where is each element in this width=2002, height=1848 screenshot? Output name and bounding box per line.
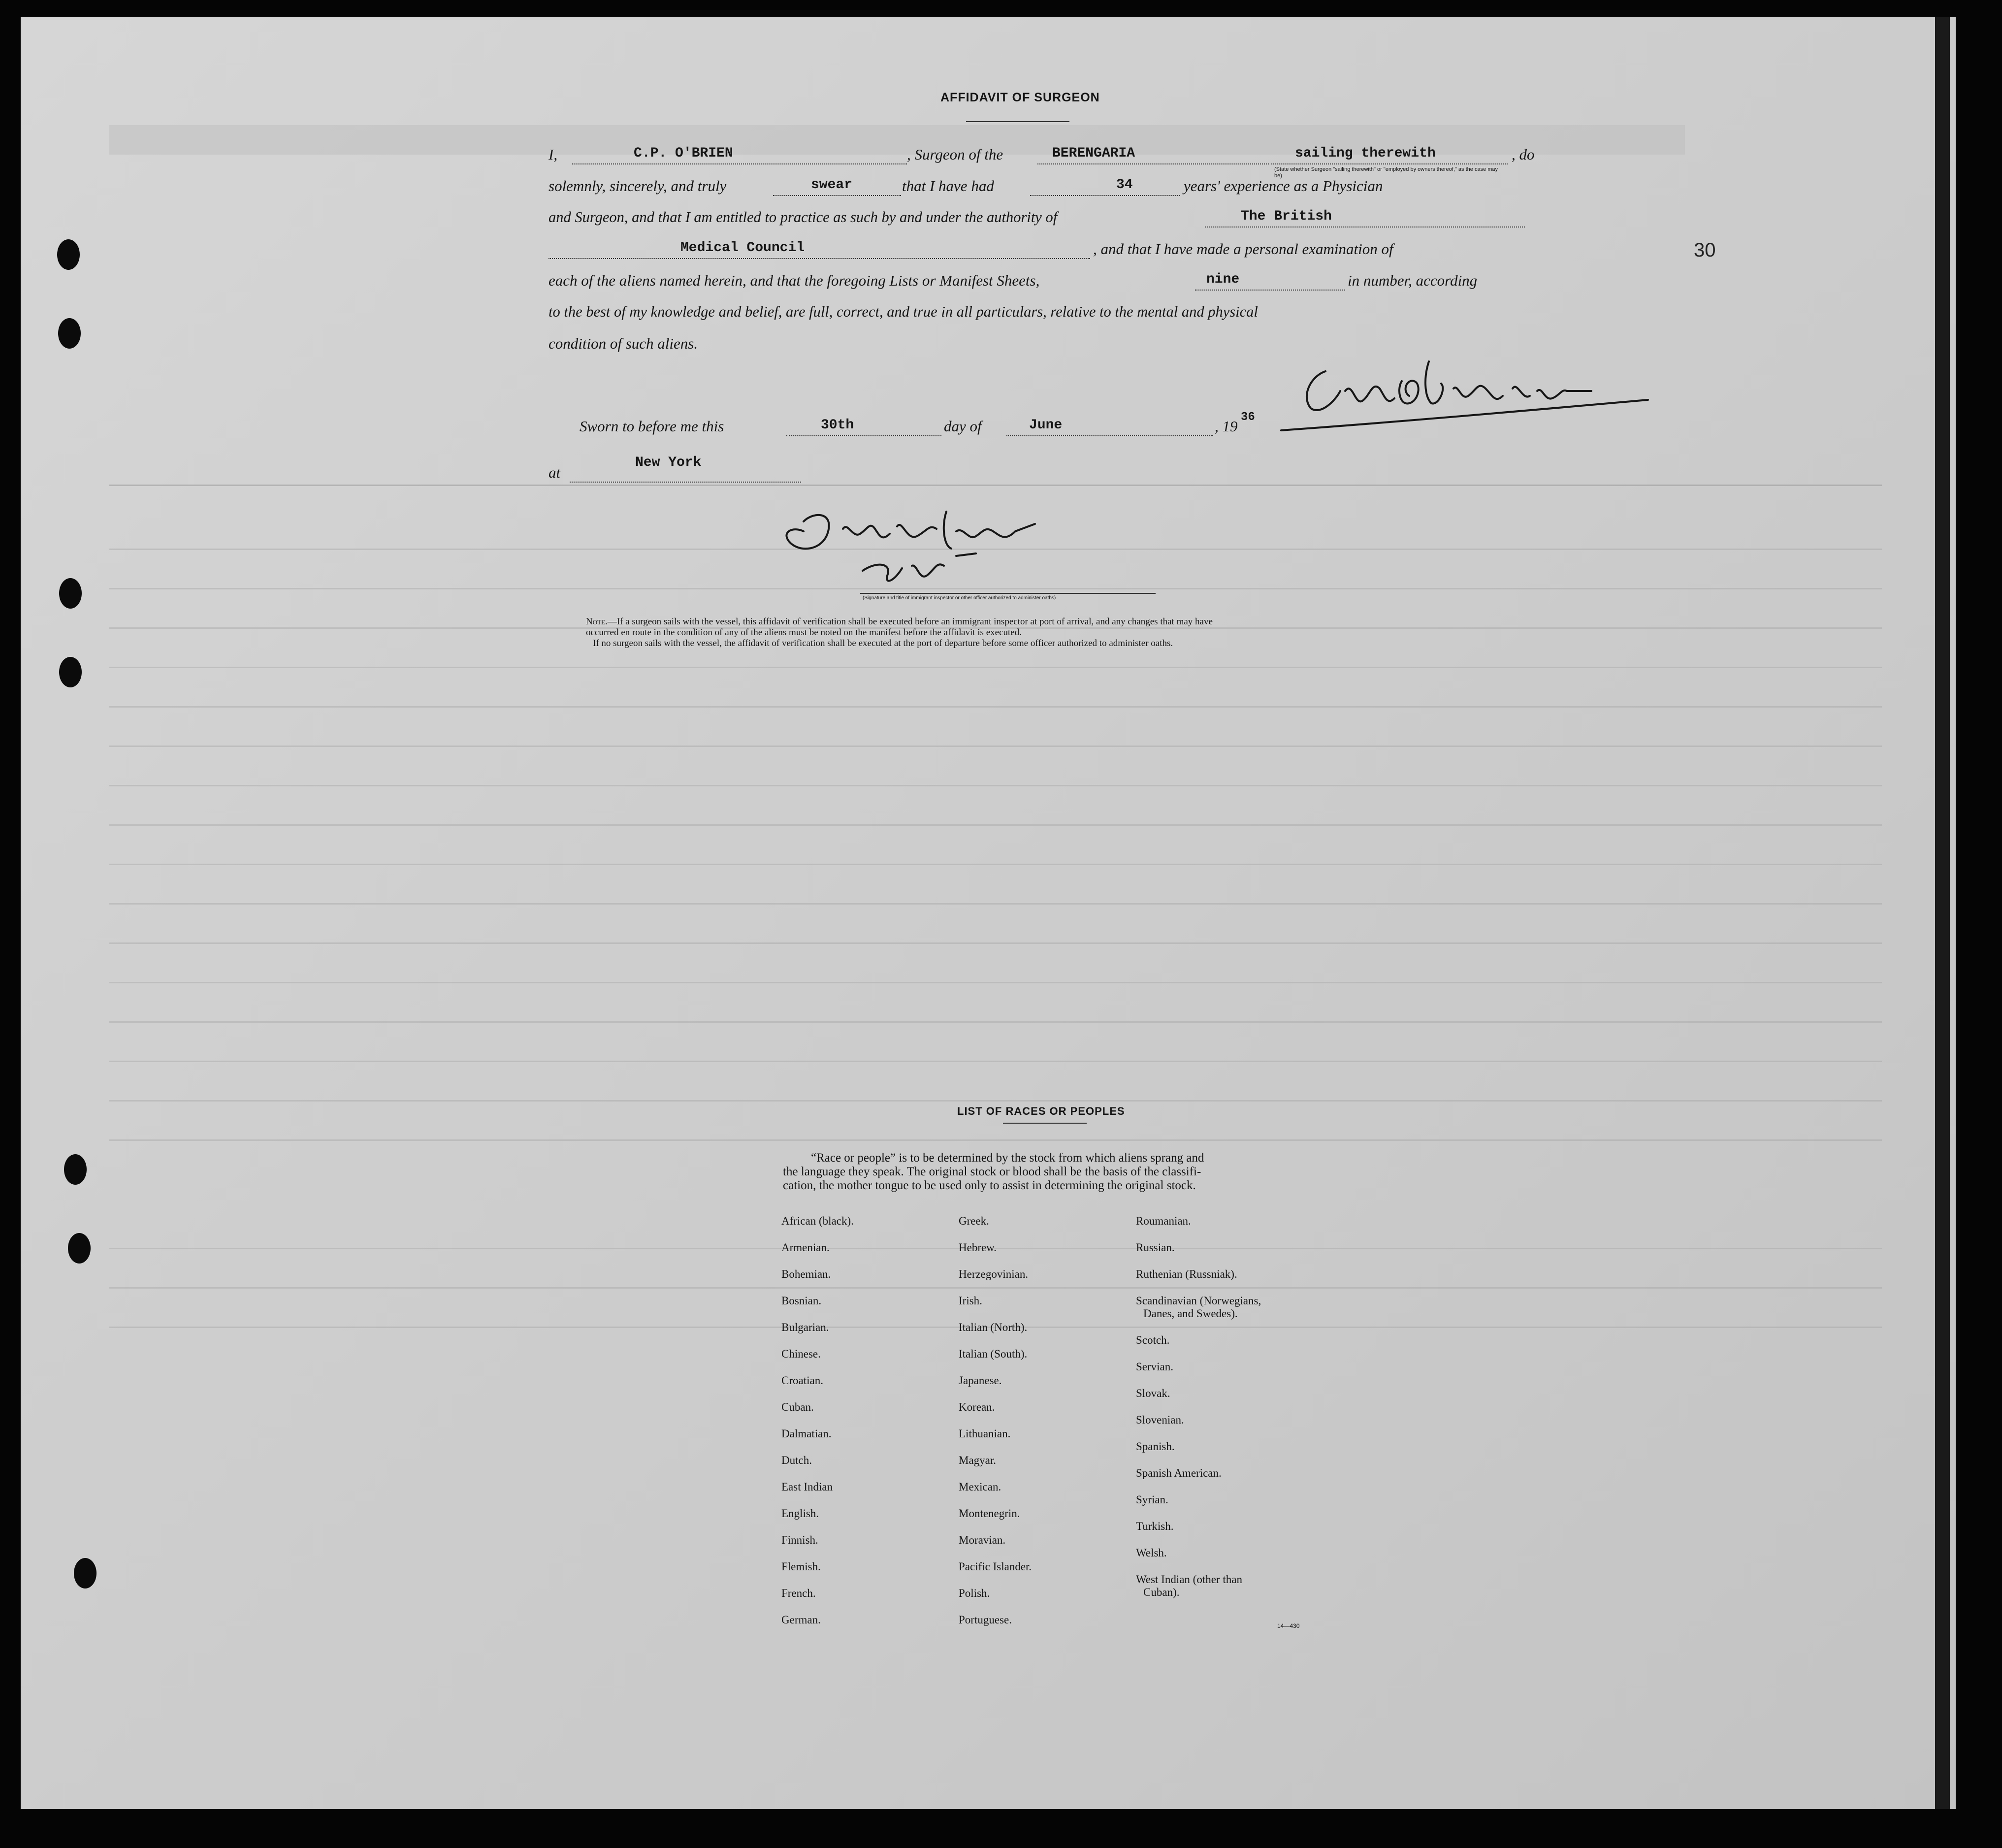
bleed-through-rule [109,864,1882,865]
race-item: Armenian. [781,1241,830,1254]
affidavit-line2-prefix: solemnly, sincerely, and truly [549,177,727,195]
fill-line [1195,289,1345,291]
bleed-through-rule [109,1061,1882,1062]
race-item: Spanish American. [1136,1467,1222,1479]
affidavit-surgeon-of: , Surgeon of the [907,146,1003,163]
race-item: Cuban). [1143,1586,1180,1598]
race-item: Spanish. [1136,1440,1175,1453]
bleed-through-header [109,125,1685,155]
inspector-caption: (Signature and title of immigrant inspector or other officer authorized to administer oaths) [863,595,1056,601]
bleed-through-rule [109,667,1882,668]
bleed-through-rule [109,982,1882,983]
note-line1 [586,616,1213,627]
race-item: Slovenian. [1136,1414,1184,1426]
oath-type: swear [811,177,853,193]
bleed-through-rule [109,903,1882,905]
years-experience: 34 [1116,177,1133,193]
sworn-month: June [1029,418,1063,433]
ship-name: BERENGARIA [1052,146,1135,161]
surgeon-name: C.P. O'BRIEN [634,146,733,161]
fill-line [1006,435,1213,436]
race-item: Irish. [959,1295,982,1307]
fill-line [572,163,907,164]
surgeon-signature [1178,342,1660,445]
binder-hole [64,1154,87,1185]
title-underline [966,121,1069,122]
sailing-instruction-note: (State whether Surgeon "sailing therewith" or "employed by owners thereof," as the case may be) [1274,166,1498,179]
race-item: Korean. [959,1401,995,1413]
race-item: Welsh. [1136,1547,1167,1559]
race-item: Herzegovinian. [959,1268,1029,1280]
fill-line [786,435,941,436]
affidavit-line4: , and that I have made a personal examination of [1093,240,1393,258]
race-item: Slovak. [1136,1387,1170,1399]
sworn-prefix: Sworn to before me this [580,418,724,435]
bleed-through-rule [109,1021,1882,1023]
fill-line [773,195,901,196]
race-item: Bohemian. [781,1268,831,1280]
authority-part2: Medical Council [680,240,805,256]
race-item: Greek. [959,1215,989,1227]
binder-hole [59,578,82,609]
race-item: Ruthenian (Russniak). [1136,1268,1237,1280]
note-line3: If no surgeon sails with the vessel, the affidavit of verification shall be executed at the port of departure before some officer authorized to administer oaths. [593,638,1173,648]
race-item: Japanese. [959,1374,1002,1387]
race-item: Danes, and Swedes). [1143,1307,1238,1320]
bleed-through-rule [109,746,1882,747]
race-item: Chinese. [781,1348,821,1360]
race-item: English. [781,1507,819,1520]
race-item: Scandinavian (Norwegians, [1136,1295,1261,1307]
binder-hole [58,318,81,349]
race-item: Magyar. [959,1454,997,1466]
page-number: 30 [1694,239,1716,261]
authority-part1: The British [1241,209,1332,224]
sworn-year-suffix: 36 [1241,411,1255,424]
race-item: Italian (North). [959,1321,1028,1333]
race-item: Polish. [959,1587,990,1599]
race-item: Moravian. [959,1534,1006,1546]
race-item: Syrian. [1136,1493,1168,1506]
affidavit-do: , do [1512,146,1535,163]
race-item: Servian. [1136,1361,1174,1373]
race-item: Lithuanian. [959,1427,1011,1440]
races-title-underline [1003,1123,1087,1124]
binder-hole [74,1558,97,1589]
races-intro-1: “Race or people” is to be determined by the stock from which aliens sprang and [811,1151,1204,1165]
races-intro-3: cation, the mother tongue to be used only to assist in determining the original stock. [783,1179,1196,1192]
race-item: Finnish. [781,1534,818,1546]
race-item: East Indian [781,1481,833,1493]
paper-edge-shadow [1935,17,1950,1809]
affidavit-line6: to the best of my knowledge and belief, are full, correct, and true in all particulars, relative to the mental and physical [549,303,1258,320]
affidavit-line3: and Surgeon, and that I am entitled to practice as such by and under the authority of [549,209,1058,226]
sworn-at-prefix: at [549,464,561,481]
sailing-status: sailing therewith [1295,146,1436,161]
affidavit-experience: years' experience as a Physician [1184,177,1383,195]
race-item: Portuguese. [959,1614,1012,1626]
race-item: Flemish. [781,1560,821,1573]
inspector-signature-line [860,593,1156,594]
note-label: Note. [586,616,608,627]
fill-line [1271,163,1508,164]
race-item: Cuban. [781,1401,814,1413]
binder-hole [59,657,82,687]
fill-line [1030,195,1180,196]
race-item: French. [781,1587,816,1599]
races-title: LIST OF RACES OR PEOPLES [957,1105,1125,1117]
affidavit-title: AFFIDAVIT OF SURGEON [940,91,1100,104]
race-item: Dutch. [781,1454,812,1466]
race-item: Russian. [1136,1241,1175,1254]
bleed-through-rule [109,1287,1882,1289]
race-item: Scotch. [1136,1334,1170,1346]
inspector-signature [769,502,1084,600]
bleed-through-rule [109,485,1882,486]
fill-line [1205,226,1525,227]
race-item: Dalmatian. [781,1427,832,1440]
manifest-sheet-count: nine [1206,272,1240,287]
binder-hole [68,1233,91,1264]
race-item: Mexican. [959,1481,1001,1493]
bleed-through-rule [109,785,1882,786]
note-text1: —If a surgeon sails with the vessel, this affidavit of verification shall be executed before an immigrant inspector at port of arrival, and any changes that may have [607,616,1213,627]
race-item: African (black). [781,1215,854,1227]
race-item: German. [781,1614,821,1626]
affidavit-line7: condition of such aliens. [549,335,698,352]
affidavit-line5: each of the aliens named herein, and that the foregoing Lists or Manifest Sheets, [549,272,1040,289]
sworn-day: 30th [821,418,854,433]
affidavit-line1-prefix: I, [549,146,558,163]
race-item: Croatian. [781,1374,823,1387]
sworn-year-prefix: , 19 [1215,418,1238,435]
bleed-through-rule [109,1139,1882,1141]
affidavit-line5-after: in number, according [1348,272,1478,289]
race-item: Turkish. [1136,1520,1174,1532]
fill-line [1037,163,1269,164]
bleed-through-rule [109,942,1882,944]
fill-line [549,258,1090,259]
race-item: Bulgarian. [781,1321,829,1333]
form-number: 14—430 [1277,1622,1300,1629]
note-line2: occurred en route in the condition of any of the aliens must be noted on the manifest before the affidavit is executed. [586,627,1022,638]
race-item: Hebrew. [959,1241,997,1254]
binder-hole [57,239,80,270]
sworn-day-of: day of [944,418,982,435]
bleed-through-rule [109,824,1882,826]
race-item: Italian (South). [959,1348,1028,1360]
race-item: Bosnian. [781,1295,822,1307]
race-item: Montenegrin. [959,1507,1020,1520]
race-item: Roumanian. [1136,1215,1191,1227]
fill-line [570,481,801,483]
race-item: Pacific Islander. [959,1560,1032,1573]
bleed-through-rule [109,706,1882,708]
document-page [21,17,1956,1809]
race-item: West Indian (other than [1136,1573,1242,1586]
sworn-place: New York [635,455,702,470]
bleed-through-rule [109,1100,1882,1102]
races-intro-2: the language they speak. The original stock or blood shall be the basis of the classifi- [783,1165,1201,1178]
affidavit-had: that I have had [902,177,994,195]
